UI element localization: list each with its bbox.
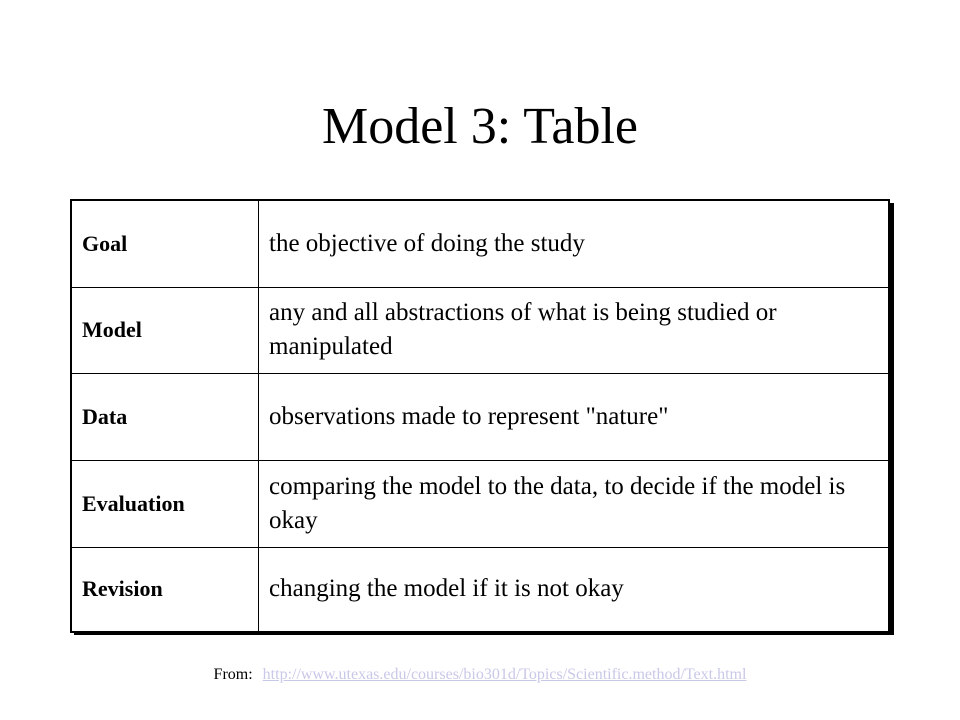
term-cell: Goal (71, 200, 259, 287)
table-row (71, 373, 889, 460)
definition-cell: observations made to represent "nature" (259, 373, 890, 460)
definition-cell: the objective of doing the study (259, 200, 890, 287)
term-cell: Data (71, 373, 259, 460)
table-row (71, 460, 889, 547)
table-row (71, 547, 889, 632)
table-row (71, 287, 889, 373)
table-row (71, 200, 889, 287)
definition-table (70, 199, 890, 633)
slide-title: Model 3: Table (321, 98, 638, 155)
definition-cell: comparing the model to the data, to decide if the model is okay (259, 460, 890, 547)
term-cell: Evaluation (71, 460, 259, 547)
source-link[interactable]: http://www.utexas.edu/courses/bio301d/Topics/Scientific.method/Text.html (262, 666, 747, 683)
term-cell: Model (71, 287, 259, 373)
definition-table-container (70, 199, 892, 633)
definition-cell: changing the model if it is not okay (259, 547, 890, 632)
definition-cell: any and all abstractions of what is being studied or manipulated (259, 287, 890, 373)
source-citation (0, 665, 960, 685)
term-cell: Revision (71, 547, 259, 632)
source-label: From: (213, 666, 253, 683)
